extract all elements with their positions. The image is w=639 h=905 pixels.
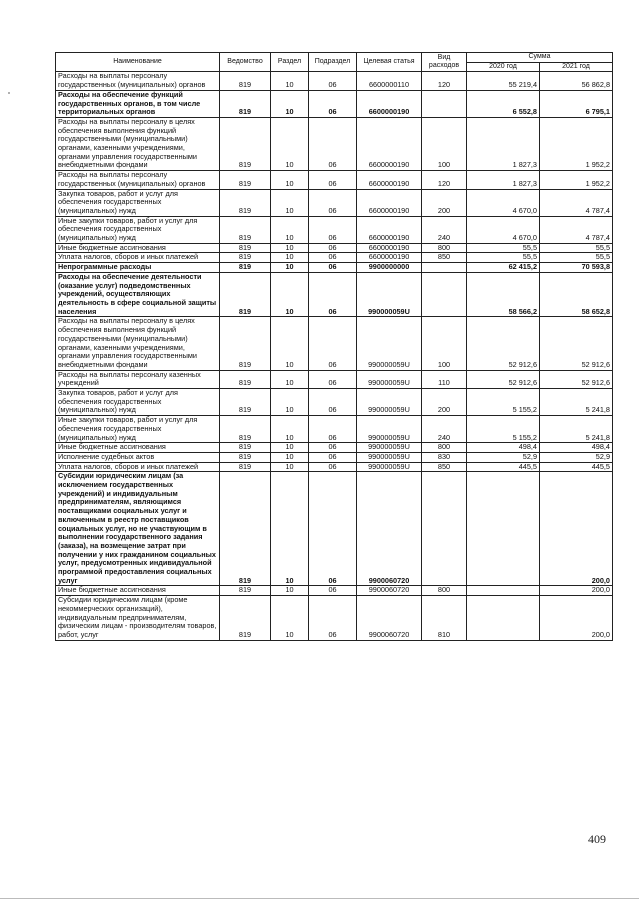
- row-expense-type: 200: [422, 189, 467, 216]
- header-vedomstvo: Ведомство: [220, 53, 271, 72]
- row-sum-2021: 1 952,2: [540, 171, 613, 189]
- row-target-article: 6600000190: [357, 90, 422, 117]
- row-vedomstvo: 819: [220, 189, 271, 216]
- row-razdel: 10: [271, 253, 309, 263]
- row-name: Расходы на выплаты персоналу государственных (муниципальных) органов: [56, 171, 220, 189]
- row-vedomstvo: 819: [220, 389, 271, 416]
- header-row: [56, 53, 613, 63]
- header-expense-type: Вид расходов: [422, 53, 467, 72]
- row-podrazdel: 06: [309, 72, 357, 90]
- row-target-article: 990000059U: [357, 317, 422, 370]
- row-sum-2021: 4 787,4: [540, 189, 613, 216]
- row-podrazdel: 06: [309, 90, 357, 117]
- row-podrazdel: 06: [309, 472, 357, 586]
- row-vedomstvo: 819: [220, 272, 271, 317]
- row-razdel: 10: [271, 472, 309, 586]
- row-podrazdel: 06: [309, 189, 357, 216]
- row-sum-2020: 5 155,2: [467, 416, 540, 443]
- row-target-article: 990000059U: [357, 370, 422, 388]
- row-sum-2021: 498,4: [540, 443, 613, 453]
- table-row: [56, 243, 613, 253]
- row-name: Закупка товаров, работ и услуг для обеспечения государственных (муниципальных) нужд: [56, 389, 220, 416]
- row-sum-2020: 4 670,0: [467, 189, 540, 216]
- row-vedomstvo: 819: [220, 452, 271, 462]
- row-name: Иные закупки товаров, работ и услуг для обеспечения государственных (муниципальных) нужд: [56, 216, 220, 243]
- row-sum-2021: 445,5: [540, 462, 613, 472]
- row-vedomstvo: 819: [220, 117, 271, 170]
- row-expense-type: 800: [422, 586, 467, 596]
- row-expense-type: 110: [422, 370, 467, 388]
- row-sum-2020: 55,5: [467, 253, 540, 263]
- row-vedomstvo: 819: [220, 462, 271, 472]
- row-target-article: 990000059U: [357, 443, 422, 453]
- row-name: Расходы на выплаты персоналу казенных учреждений: [56, 370, 220, 388]
- row-vedomstvo: 819: [220, 253, 271, 263]
- row-sum-2021: 5 241,8: [540, 389, 613, 416]
- row-razdel: 10: [271, 171, 309, 189]
- row-sum-2021: 200,0: [540, 586, 613, 596]
- row-razdel: 10: [271, 90, 309, 117]
- row-podrazdel: 06: [309, 317, 357, 370]
- row-expense-type: 240: [422, 216, 467, 243]
- row-vedomstvo: 819: [220, 263, 271, 273]
- row-sum-2020: 1 827,3: [467, 117, 540, 170]
- row-podrazdel: 06: [309, 370, 357, 388]
- row-sum-2021: 52 912,6: [540, 317, 613, 370]
- row-name: Уплата налогов, сборов и иных платежей: [56, 462, 220, 472]
- row-sum-2020: [467, 586, 540, 596]
- row-target-article: 9900000000: [357, 263, 422, 273]
- row-expense-type: 120: [422, 171, 467, 189]
- table-body: [56, 72, 613, 640]
- row-name: Расходы на обеспечение функций государственных органов, в том числе территориальных органов: [56, 90, 220, 117]
- row-podrazdel: 06: [309, 272, 357, 317]
- row-podrazdel: 06: [309, 443, 357, 453]
- table-row: [56, 472, 613, 586]
- header-target-article: Целевая статья: [357, 53, 422, 72]
- row-expense-type: 100: [422, 317, 467, 370]
- row-sum-2020: 55 219,4: [467, 72, 540, 90]
- row-razdel: 10: [271, 389, 309, 416]
- row-target-article: 990000059U: [357, 272, 422, 317]
- row-name: Уплата налогов, сборов и иных платежей: [56, 253, 220, 263]
- row-podrazdel: 06: [309, 416, 357, 443]
- page-number: 409: [588, 832, 606, 846]
- row-sum-2020: 55,5: [467, 243, 540, 253]
- row-sum-2021: 55,5: [540, 253, 613, 263]
- row-expense-type: 850: [422, 462, 467, 472]
- row-podrazdel: 06: [309, 263, 357, 273]
- row-razdel: 10: [271, 416, 309, 443]
- row-vedomstvo: 819: [220, 472, 271, 586]
- row-name: Субсидии юридическим лицам (кроме некоммерческих организаций), индивидуальным предпринимателям, физическим лицам - производителям товаров, работ, услуг: [56, 596, 220, 641]
- row-expense-type: 810: [422, 596, 467, 641]
- row-sum-2020: 445,5: [467, 462, 540, 472]
- row-name: Иные бюджетные ассигнования: [56, 243, 220, 253]
- table-row: [56, 389, 613, 416]
- row-expense-type: 830: [422, 452, 467, 462]
- row-expense-type: 200: [422, 389, 467, 416]
- row-razdel: 10: [271, 452, 309, 462]
- row-expense-type: 120: [422, 72, 467, 90]
- row-sum-2021: 1 952,2: [540, 117, 613, 170]
- row-sum-2020: [467, 472, 540, 586]
- row-vedomstvo: 819: [220, 72, 271, 90]
- row-sum-2020: 5 155,2: [467, 389, 540, 416]
- row-target-article: 9900060720: [357, 586, 422, 596]
- row-expense-type: 100: [422, 117, 467, 170]
- row-sum-2021: 4 787,4: [540, 216, 613, 243]
- table-row: [56, 462, 613, 472]
- row-sum-2021: 52,9: [540, 452, 613, 462]
- row-target-article: 6600000110: [357, 72, 422, 90]
- row-vedomstvo: 819: [220, 171, 271, 189]
- table-row: [56, 443, 613, 453]
- row-sum-2020: 4 670,0: [467, 216, 540, 243]
- row-vedomstvo: 819: [220, 443, 271, 453]
- row-name: Субсидии юридическим лицам (за исключением государственных учреждений) и индивидуальным предпринимателям, являющимся поставщиками социальных услуг и включенным в реестр поставщиков социальных услуг, но не участвующим в выполнении государственного задания (заказа), на возмещение затрат при получении у них гражданином социальных услуг, предусмотренных индивидуальной программой предоставления социальных услуг: [56, 472, 220, 586]
- table-row: [56, 452, 613, 462]
- row-sum-2021: 6 795,1: [540, 90, 613, 117]
- row-target-article: 6600000190: [357, 171, 422, 189]
- row-razdel: 10: [271, 370, 309, 388]
- row-expense-type: [422, 472, 467, 586]
- row-sum-2020: 62 415,2: [467, 263, 540, 273]
- row-target-article: 990000059U: [357, 416, 422, 443]
- row-name: Иные бюджетные ассигнования: [56, 586, 220, 596]
- row-podrazdel: 06: [309, 462, 357, 472]
- row-target-article: 6600000190: [357, 117, 422, 170]
- table-row: [56, 117, 613, 170]
- row-sum-2021: 70 593,8: [540, 263, 613, 273]
- row-target-article: 6600000190: [357, 216, 422, 243]
- row-vedomstvo: 819: [220, 216, 271, 243]
- row-expense-type: 240: [422, 416, 467, 443]
- row-razdel: 10: [271, 272, 309, 317]
- row-target-article: 990000059U: [357, 452, 422, 462]
- row-target-article: 9900060720: [357, 472, 422, 586]
- header-razdel: Раздел: [271, 53, 309, 72]
- table-row: [56, 253, 613, 263]
- row-podrazdel: 06: [309, 216, 357, 243]
- row-vedomstvo: 819: [220, 586, 271, 596]
- row-target-article: 6600000190: [357, 253, 422, 263]
- row-name: Исполнение судебных актов: [56, 452, 220, 462]
- header-podrazdel: Подраздел: [309, 53, 357, 72]
- row-sum-2020: 58 566,2: [467, 272, 540, 317]
- row-razdel: 10: [271, 243, 309, 253]
- row-podrazdel: 06: [309, 586, 357, 596]
- budget-table: [55, 52, 613, 641]
- row-expense-type: [422, 263, 467, 273]
- header-year-2021: 2021 год: [540, 62, 613, 72]
- table-row: [56, 586, 613, 596]
- header-year-2020: 2020 год: [467, 62, 540, 72]
- row-razdel: 10: [271, 117, 309, 170]
- header-sum: Сумма: [467, 53, 613, 63]
- row-expense-type: [422, 90, 467, 117]
- row-target-article: 9900060720: [357, 596, 422, 641]
- row-sum-2021: 200,0: [540, 472, 613, 586]
- scan-artifact: [8, 92, 10, 94]
- row-razdel: 10: [271, 317, 309, 370]
- row-sum-2020: 52,9: [467, 452, 540, 462]
- table-row: [56, 189, 613, 216]
- row-sum-2020: 6 552,8: [467, 90, 540, 117]
- row-razdel: 10: [271, 189, 309, 216]
- row-name: Иные бюджетные ассигнования: [56, 443, 220, 453]
- row-vedomstvo: 819: [220, 243, 271, 253]
- row-razdel: 10: [271, 586, 309, 596]
- row-target-article: 6600000190: [357, 189, 422, 216]
- row-target-article: 990000059U: [357, 389, 422, 416]
- bottom-rule: [0, 898, 639, 899]
- row-sum-2020: [467, 596, 540, 641]
- row-name: Расходы на обеспечение деятельности (оказание услуг) подведомственных учреждений, осуществляющих деятельность в сфере социальной защиты населения: [56, 272, 220, 317]
- table-row: [56, 90, 613, 117]
- header-name: Наименование: [56, 53, 220, 72]
- row-razdel: 10: [271, 263, 309, 273]
- row-name: Расходы на выплаты персоналу государственных (муниципальных) органов: [56, 72, 220, 90]
- row-vedomstvo: 819: [220, 370, 271, 388]
- row-vedomstvo: 819: [220, 90, 271, 117]
- row-name: Расходы на выплаты персоналу в целях обеспечения выполнения функций государственными (муниципальными) органами, казенными учреждениями, органами управления государственными внебюджетными фондами: [56, 317, 220, 370]
- row-target-article: 6600000190: [357, 243, 422, 253]
- row-expense-type: 800: [422, 443, 467, 453]
- row-expense-type: 800: [422, 243, 467, 253]
- row-podrazdel: 06: [309, 389, 357, 416]
- row-vedomstvo: 819: [220, 596, 271, 641]
- row-sum-2021: 52 912,6: [540, 370, 613, 388]
- row-sum-2020: 1 827,3: [467, 171, 540, 189]
- row-expense-type: 850: [422, 253, 467, 263]
- row-name: Непрограммные расходы: [56, 263, 220, 273]
- row-target-article: 990000059U: [357, 462, 422, 472]
- row-sum-2020: 498,4: [467, 443, 540, 453]
- row-sum-2021: 58 652,8: [540, 272, 613, 317]
- row-sum-2021: 55,5: [540, 243, 613, 253]
- table-row: [56, 272, 613, 317]
- row-vedomstvo: 819: [220, 416, 271, 443]
- row-sum-2021: 56 862,8: [540, 72, 613, 90]
- table-row: [56, 263, 613, 273]
- row-razdel: 10: [271, 216, 309, 243]
- row-sum-2020: 52 912,6: [467, 317, 540, 370]
- row-podrazdel: 06: [309, 171, 357, 189]
- row-name: Расходы на выплаты персоналу в целях обеспечения выполнения функций государственными (муниципальными) органами, казенными учреждениями, органами управления государственными внебюджетными фондами: [56, 117, 220, 170]
- table-row: [56, 317, 613, 370]
- row-sum-2020: 52 912,6: [467, 370, 540, 388]
- row-sum-2021: 200,0: [540, 596, 613, 641]
- row-razdel: 10: [271, 443, 309, 453]
- row-podrazdel: 06: [309, 117, 357, 170]
- row-razdel: 10: [271, 596, 309, 641]
- row-razdel: 10: [271, 72, 309, 90]
- table-row: [56, 171, 613, 189]
- table-row: [56, 416, 613, 443]
- row-sum-2021: 5 241,8: [540, 416, 613, 443]
- table-row: [56, 216, 613, 243]
- table-row: [56, 370, 613, 388]
- row-podrazdel: 06: [309, 253, 357, 263]
- row-podrazdel: 06: [309, 596, 357, 641]
- table-row: [56, 72, 613, 90]
- row-vedomstvo: 819: [220, 317, 271, 370]
- table-row: [56, 596, 613, 641]
- row-razdel: 10: [271, 462, 309, 472]
- row-name: Иные закупки товаров, работ и услуг для обеспечения государственных (муниципальных) нужд: [56, 416, 220, 443]
- row-expense-type: [422, 272, 467, 317]
- row-name: Закупка товаров, работ и услуг для обеспечения государственных (муниципальных) нужд: [56, 189, 220, 216]
- row-podrazdel: 06: [309, 243, 357, 253]
- row-podrazdel: 06: [309, 452, 357, 462]
